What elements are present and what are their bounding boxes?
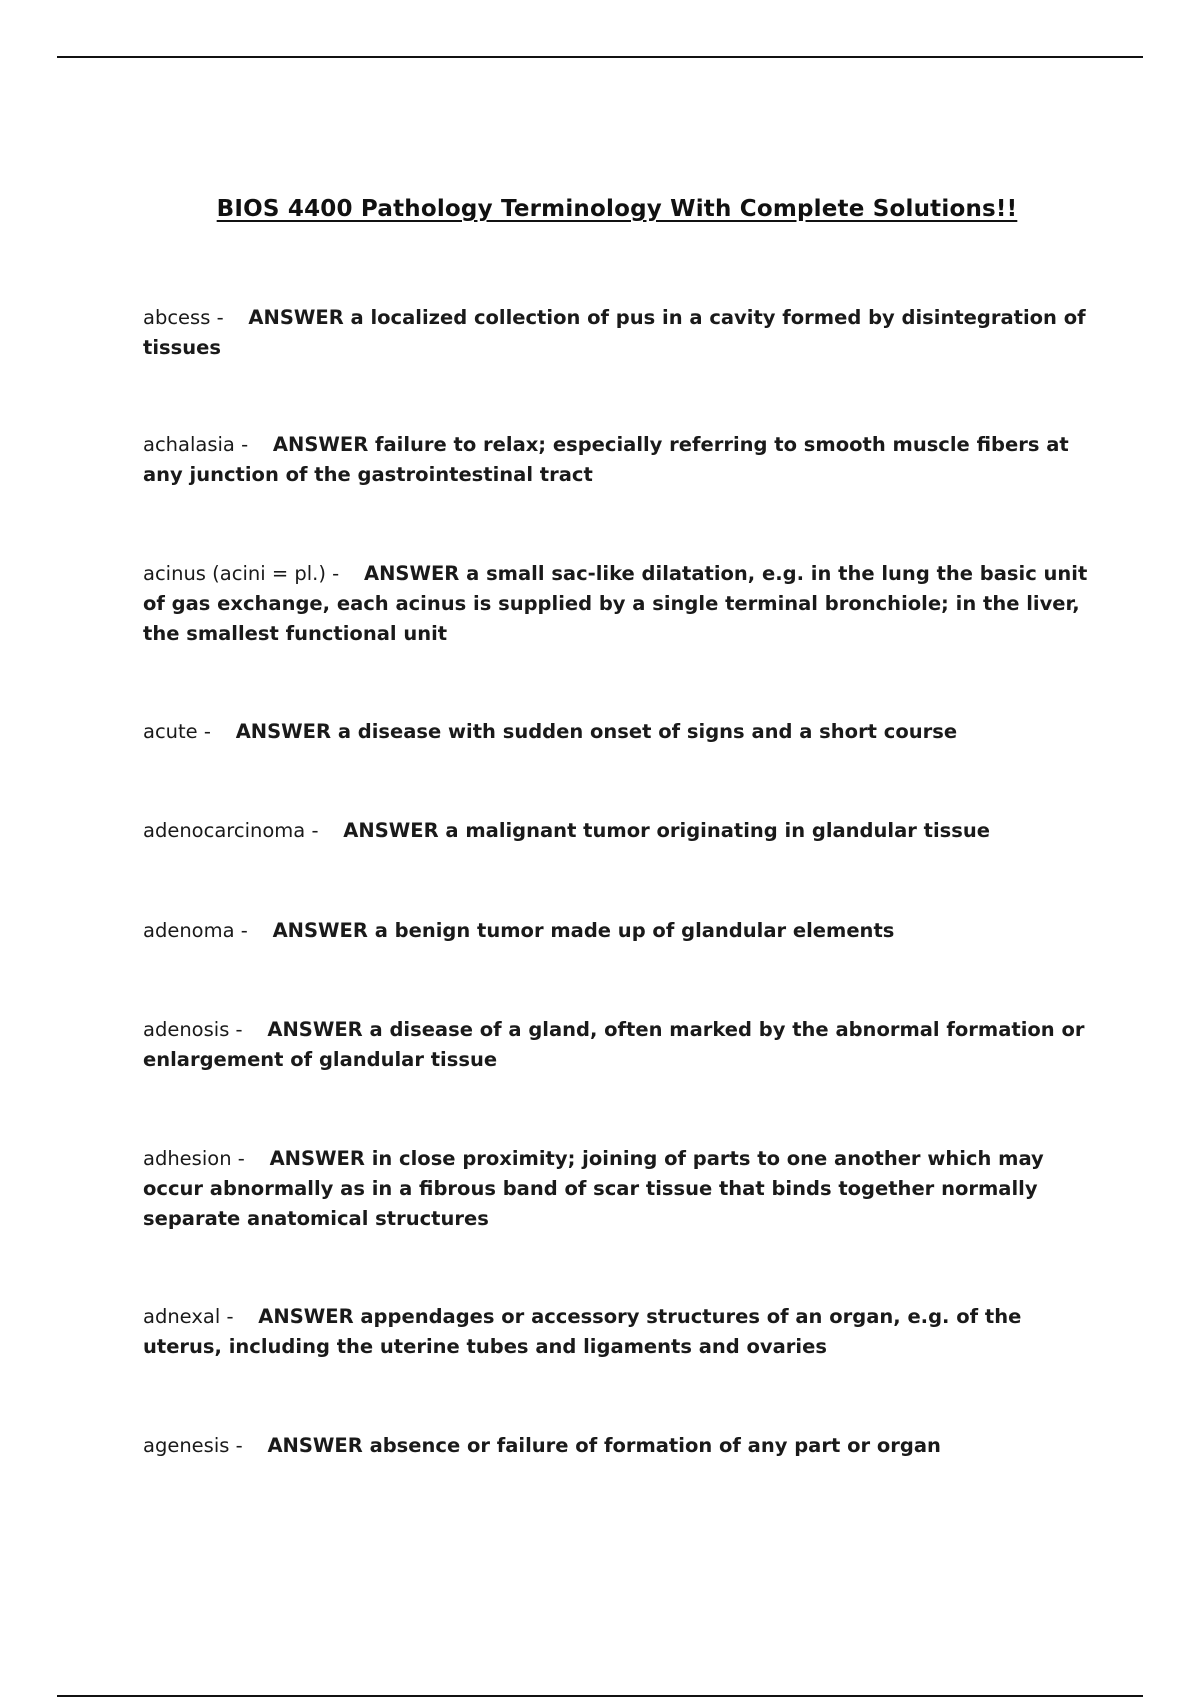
glossary-entry bbox=[143, 1302, 1103, 1362]
top-divider bbox=[57, 56, 1143, 58]
entry-separator: - bbox=[229, 1018, 268, 1041]
entry-separator: - bbox=[210, 306, 249, 329]
glossary-entry bbox=[143, 430, 1103, 490]
answer-keyword: ANSWER bbox=[272, 919, 368, 942]
entry-definition: a malignant tumor originating in glandular tissue bbox=[445, 819, 990, 842]
entry-term: adenosis bbox=[143, 1018, 230, 1041]
glossary-entry bbox=[143, 303, 1103, 363]
entry-definition: in close proximity; joining of parts to one another which may occur abnormally as in a fibrous band of scar tissue that binds together normally separate anatomical structures bbox=[143, 1147, 1044, 1230]
entry-separator: - bbox=[197, 720, 236, 743]
entry-term: achalasia bbox=[143, 433, 235, 456]
glossary-entry bbox=[143, 1144, 1103, 1234]
glossary-entry bbox=[143, 559, 1103, 649]
bottom-divider bbox=[57, 1695, 1143, 1697]
glossary-entry bbox=[143, 1431, 1103, 1461]
answer-keyword: ANSWER bbox=[364, 562, 460, 585]
entry-term: agenesis bbox=[143, 1434, 230, 1457]
answer-keyword: ANSWER bbox=[272, 433, 369, 456]
entry-separator: - bbox=[234, 433, 273, 456]
answer-keyword: ANSWER bbox=[258, 1305, 354, 1328]
document-title: BIOS 4400 Pathology Terminology With Complete Solutions!! bbox=[216, 196, 1018, 222]
answer-keyword: ANSWER bbox=[235, 720, 332, 743]
entry-term: adhesion bbox=[143, 1147, 232, 1170]
glossary-entry bbox=[143, 916, 1103, 946]
entry-separator: - bbox=[231, 1147, 270, 1170]
entry-definition: a localized collection of pus in a cavity formed by disintegration of tissues bbox=[143, 306, 1086, 359]
glossary-entry bbox=[143, 717, 1103, 747]
glossary-entry bbox=[143, 1015, 1103, 1075]
entry-definition: a disease with sudden onset of signs and a short course bbox=[337, 720, 958, 743]
entry-separator: - bbox=[229, 1434, 268, 1457]
answer-keyword: ANSWER bbox=[343, 819, 439, 842]
entry-separator: - bbox=[220, 1305, 259, 1328]
answer-keyword: ANSWER bbox=[269, 1147, 365, 1170]
entry-definition: failure to relax; especially referring to smooth muscle fibers at any junction of the gastrointestinal tract bbox=[143, 433, 1069, 486]
entry-term: acinus (acini = pl.) bbox=[143, 562, 326, 585]
glossary-entry bbox=[143, 816, 1103, 846]
entry-term: acute bbox=[143, 720, 198, 743]
answer-keyword: ANSWER bbox=[248, 306, 344, 329]
answer-keyword: ANSWER bbox=[267, 1018, 363, 1041]
entry-separator: - bbox=[234, 919, 273, 942]
entry-definition: a benign tumor made up of glandular elements bbox=[374, 919, 895, 942]
entry-term: adenocarcinoma bbox=[143, 819, 306, 842]
entry-definition: absence or failure of formation of any part or organ bbox=[369, 1434, 941, 1457]
entry-definition: a disease of a gland, often marked by the abnormal formation or enlargement of glandular tissue bbox=[143, 1018, 1085, 1071]
entry-term: adenoma bbox=[143, 919, 235, 942]
entry-separator: - bbox=[305, 819, 344, 842]
entry-term: abcess bbox=[143, 306, 211, 329]
entry-definition: appendages or accessory structures of an organ, e.g. of the uterus, including the uterine tubes and ligaments and ovaries bbox=[143, 1305, 1022, 1358]
entry-definition: a small sac-like dilatation, e.g. in the lung the basic unit of gas exchange, each acinus is supplied by a single terminal bronchiole; in the liver, the smallest functional unit bbox=[143, 562, 1088, 645]
answer-keyword: ANSWER bbox=[267, 1434, 363, 1457]
entry-term: adnexal bbox=[143, 1305, 221, 1328]
entry-separator: - bbox=[325, 562, 365, 585]
